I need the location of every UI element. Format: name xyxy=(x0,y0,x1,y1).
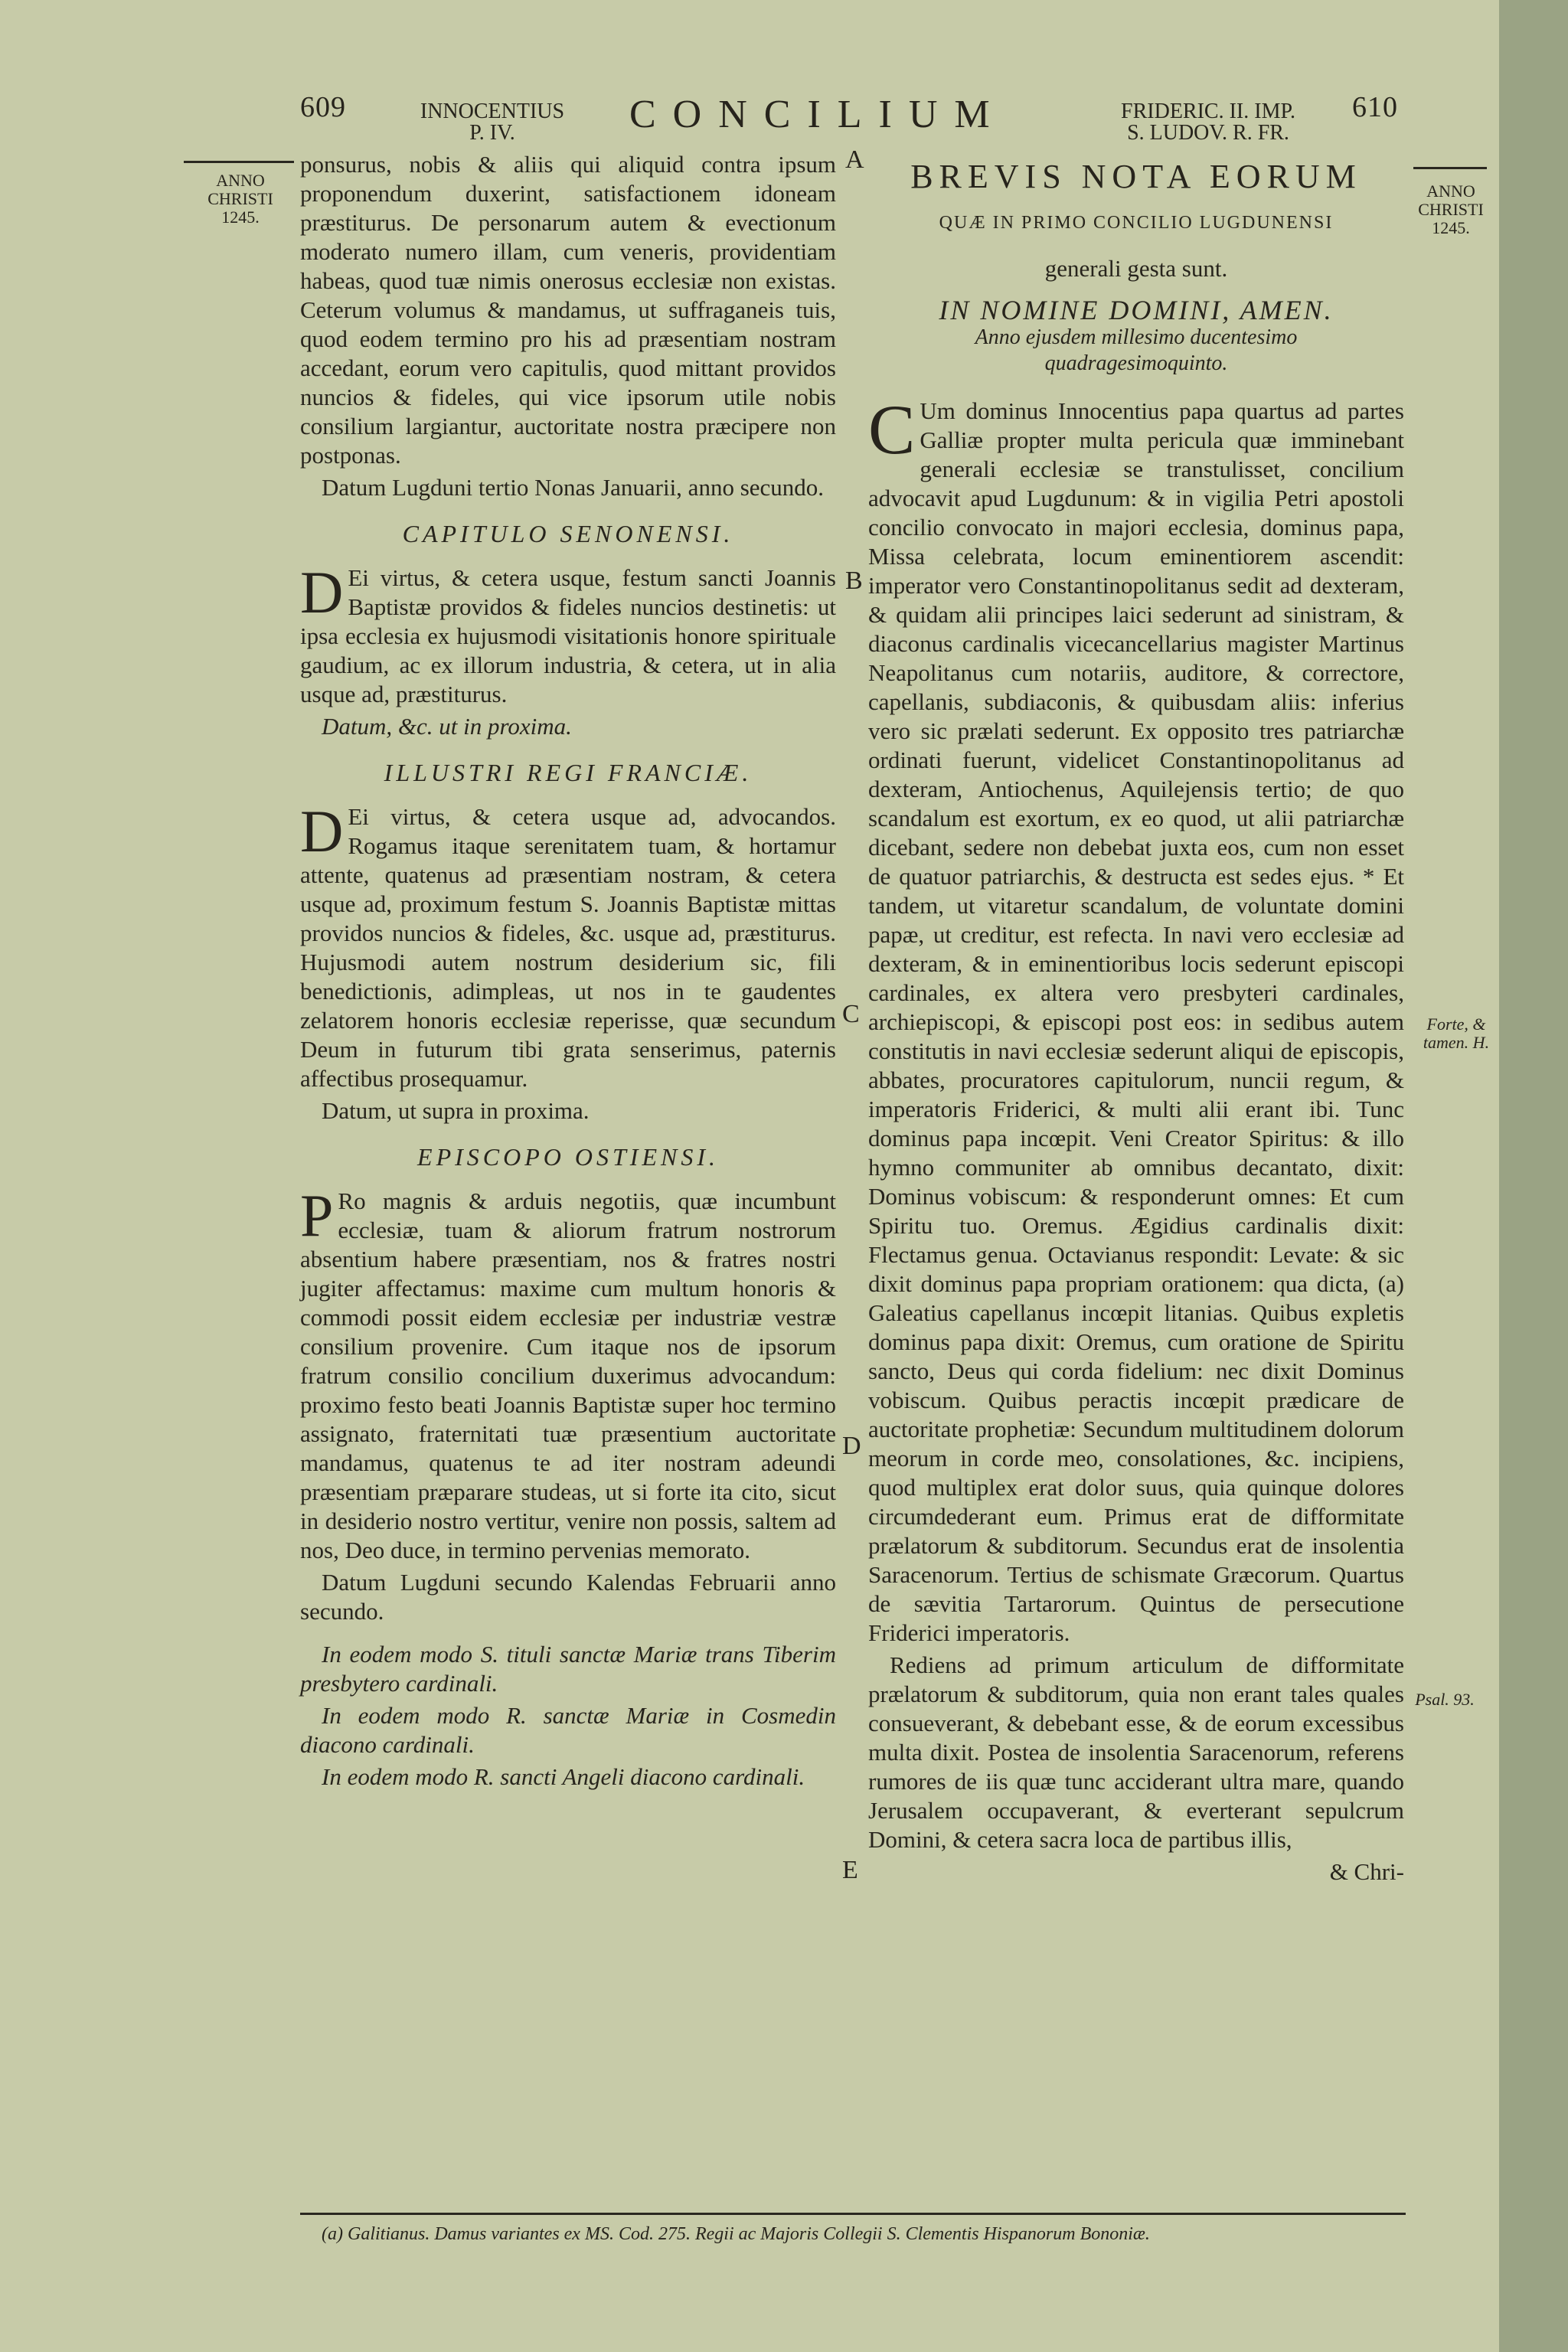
paragraph-text: Ei virtus, & cetera usque, festum sancti Joannis Baptistæ providos & fideles nuncios destinetis: ut ipsa ecclesia ex hujusmodi visitationis honore spirituale gaudium, ac ex illorum industria, & cetera, ut in alia usque ad, præstiturus. xyxy=(300,564,836,707)
king-line: S. LUDOV. R. FR. xyxy=(1127,121,1289,145)
addressee-line: In eodem modo R. sanctæ Mariæ in Cosmedin diacono cardinali. xyxy=(300,1702,836,1758)
paragraph-text: Um dominus Innocentius papa quartus ad partes Galliæ propter multa pericula quæ imminebant generali ecclesiæ se transtulisset, concilium advocavit apud Lugdunum: & in vigilia Petri apostoli concilio convocato in majori ecclesia, dominus papa, Missa celebrata, locum eminentiorem ascendit: imperator vero Constantinopolitanus sedit ad dexteram, & quidam alii principes laici sederunt ad sinistram, & diaconus cardinalis vicecancellarius magister Martinus Neapolitanus cum notariis, auditore, & correctore, capellanis, subdiaconis, & quibusdam aliis: inferius vero sic prælati sederunt. Ex opposito tres patriarchæ ordinati fuerunt, videlicet Constantinopolitanus ad dexteram, Antiochenus, Aquilejensis tertio; de quo scandalum est exortum, ex eo quod, ut alii patriarchæ dicebant, sedere non debebat juxta eos, cum non esset de quatuor patriarchis, & destructa est sedes ejus. * Et tandem, ut vitaretur scandalum, de voluntate domini papæ, ut creditur, est refecta. In navi vero ecclesiæ ad dexteram, & in eminentioribus locis sederunt episcopi cardinales, ex altera vero presbyteri cardinales, archiepiscopi, & episcopi post eos: in sedibus autem constitutis in navi ecclesiæ sederunt aliqui de episcopis, abbates, procuratores capitulorum, nuncii regum, & imperatoris Friderici, & multi alii erant ibi. Tunc dominus papa incœpit. Veni Creator Spiritus: & illo hymno communiter ab omnibus decantato, dixit: Dominus vobiscum: & responderunt omnes: Et cum Spiritu tuo. Oremus. Ægidius cardinalis dixit: Flectamus genua. Octavianus respondit: Levate: & sic dixit dominus papa propriam orationem: qua dicta, (a) Galeatius capellanus incœpit litanias. Quibus expletis dominus papa dixit: Oremus, cum oratione de Spiritu sancto, Deus qui corda fidelium: nec dixit Dominus vobiscum. Quibus peractis incœpit prædicare de auctoritate prophetiæ: Secundum multitudinem dolorum meorum in corde meo, consolationes, &c. incipiens, quod multiplex erat dolor suus, quia quinque dolores circumdederant eum. Primus erat de difformitate prælatorum & subditorum. Secundus erat de insolentia Saracenorum. Tertius de schismate Græcorum. Quartus de sævitia Tartarorum. Quintus de persecutione Friderici imperatoris. xyxy=(868,397,1404,1646)
article-subtitle: QUÆ IN PRIMO CONCILIO LUGDUNENSI xyxy=(939,213,1334,233)
christi-label: CHRISTI xyxy=(1418,200,1484,219)
date-line: Datum, &c. ut in proxima. xyxy=(322,713,572,740)
date-line: Datum Lugduni tertio Nonas Januarii, anno secundo. xyxy=(322,474,825,501)
section-letter-b: B xyxy=(845,567,863,595)
margin-year-right xyxy=(1409,182,1493,237)
year-label: 1245. xyxy=(1432,218,1470,237)
christi-label: CHRISTI xyxy=(207,189,273,208)
note-line: Forte, & xyxy=(1426,1014,1486,1034)
margin-note-forte xyxy=(1415,1015,1498,1052)
margin-note-psalm: Psal. 93. xyxy=(1415,1690,1475,1709)
paragraph: ponsurus, nobis & aliis qui aliquid contra ipsum proponendum duxerint, satisfactionem idoneam præstiturus. De personarum autem & evectionum moderato numero illam, cum veneris, providentiam habeas, quod tuæ nimis onerosus ecclesiæ non existas. Ceterum volumus & mandamus, ut suffraganeis tuis, quod eodem termino pro his ad præsentiam nostram accedant, eorum vero capitulis, quod mittant providos nuncios & fideles, qui vice ipsorum utile nobis consilium largiantur, auctoritate nostra præcipere non postponas. xyxy=(300,151,836,469)
margin-year-left xyxy=(187,172,294,227)
catchword: & Chri- xyxy=(1329,1858,1404,1885)
footnote-rule xyxy=(300,2213,1406,2215)
article-title: BREVIS NOTA EORUM xyxy=(910,158,1362,195)
section-heading: ILLUSTRI REGI FRANCIÆ. xyxy=(384,759,753,786)
note-line: tamen. H. xyxy=(1423,1033,1490,1052)
addressee-line: In eodem modo S. tituli sanctæ Mariæ trans Tiberim presbytero cardinali. xyxy=(300,1641,836,1697)
drop-cap: C xyxy=(868,390,916,469)
section-letter-d: D xyxy=(842,1432,861,1460)
drop-cap: D xyxy=(300,559,344,626)
section-letter-c: C xyxy=(842,1000,860,1028)
pope-name: INNOCENTIUS xyxy=(420,100,565,123)
right-column xyxy=(868,158,1404,1886)
paragraph xyxy=(868,390,1404,1648)
paragraph xyxy=(300,559,836,709)
addressee-line: In eodem modo R. sancti Angeli diacono cardinali. xyxy=(322,1763,805,1790)
section-letter-a: A xyxy=(845,145,864,174)
margin-rule-left xyxy=(184,161,294,163)
date-line: Datum Lugduni secundo Kalendas Februarii anno secundo. xyxy=(300,1569,836,1625)
article-subtitle-2: generali gesta sunt. xyxy=(1044,255,1228,282)
drop-cap: P xyxy=(300,1182,334,1249)
section-heading: CAPITULO SENONENSI. xyxy=(402,520,734,547)
page-number-right: 610 xyxy=(1352,91,1398,123)
year-line: Anno ejusdem millesimo ducentesimo quadragesimoquinto. xyxy=(975,325,1298,375)
page-number-left: 609 xyxy=(300,91,346,123)
drop-cap: D xyxy=(300,798,344,864)
paragraph: Rediens ad primum articulum de difformitate prælatorum & subditorum, quia non erant tales quales consueverant, & debebant esse, & de eorum excessibus multa dixit. Postea de insolentia Saracenorum, referens rumores de iis quæ tunc acciderant ultra mare, quando Jerusalem occupaverant, & everterant sepulcrum Domini, & cetera sacra loca de partibus illis, xyxy=(868,1651,1404,1853)
year-label: 1245. xyxy=(221,207,260,227)
paragraph xyxy=(300,798,836,1093)
paragraph xyxy=(300,1182,836,1565)
left-column xyxy=(300,150,836,1795)
running-title: CONCILIUM xyxy=(629,93,1007,136)
emperor-line: FRIDERIC. II. IMP. xyxy=(1121,100,1295,123)
date-line: Datum, ut supra in proxima. xyxy=(322,1097,590,1124)
adjacent-page-edge xyxy=(1499,0,1568,2352)
running-head-pope xyxy=(420,101,565,144)
anno-label: ANNO xyxy=(1426,181,1475,201)
anno-label: ANNO xyxy=(216,171,265,190)
section-letter-e: E xyxy=(842,1856,858,1884)
invocation: IN NOMINE DOMINI, AMEN. xyxy=(939,295,1334,325)
paragraph-text: Ro magnis & arduis negotiis, quæ incumbunt ecclesiæ, tuam & aliorum fratrum nostrorum absentium habere præsentiam, nos & fratres nostri jugiter affectamus: maxime cum multum honoris & commodi possit eidem ecclesiæ per industriæ vestræ consilium provenire. Cum itaque nos de ipsorum fratrum consilio concilium duxerimus advocandum: proximo festo beati Joannis Baptistæ super hoc termino assignato, fraternitati tuæ præsentium auctoritate mandamus, quatenus te ad iter nostram adeundi præsentiam præparare studeas, ut si forte ita cito, sicut in desiderio nostro vertitur, venire non possis, saltem ad nos, Deo duce, in termino pervenias memorato. xyxy=(300,1187,836,1563)
footnote: (a) Galitianus. Damus variantes ex MS. Cod. 275. Regii ac Majoris Collegii S. Clementis Hispanorum Bononiæ. xyxy=(322,2224,1150,2244)
pope-number: P. IV. xyxy=(469,121,515,145)
paragraph-text: Ei virtus, & cetera usque ad, advocandos. Rogamus itaque serenitatem tuam, & hortamur attente, quatenus ad præsentiam nostram, & cetera usque ad, proximum festum S. Joannis Baptistæ mittas providos nuncios & fideles, &c. usque ad, præstiturus. Hujusmodi autem nostrum desiderium sic, fili benedictionis, adimpleas, ut nos in te gaudentes zelatorem honoris ecclesiæ reperisse, quæ secundum Deum in futurum tibi grata senserimus, paternis affectibus prosequamur. xyxy=(300,803,836,1092)
running-head-emperor xyxy=(1086,101,1331,144)
section-heading: EPISCOPO OSTIENSI. xyxy=(417,1143,719,1171)
margin-rule-right xyxy=(1413,167,1487,169)
